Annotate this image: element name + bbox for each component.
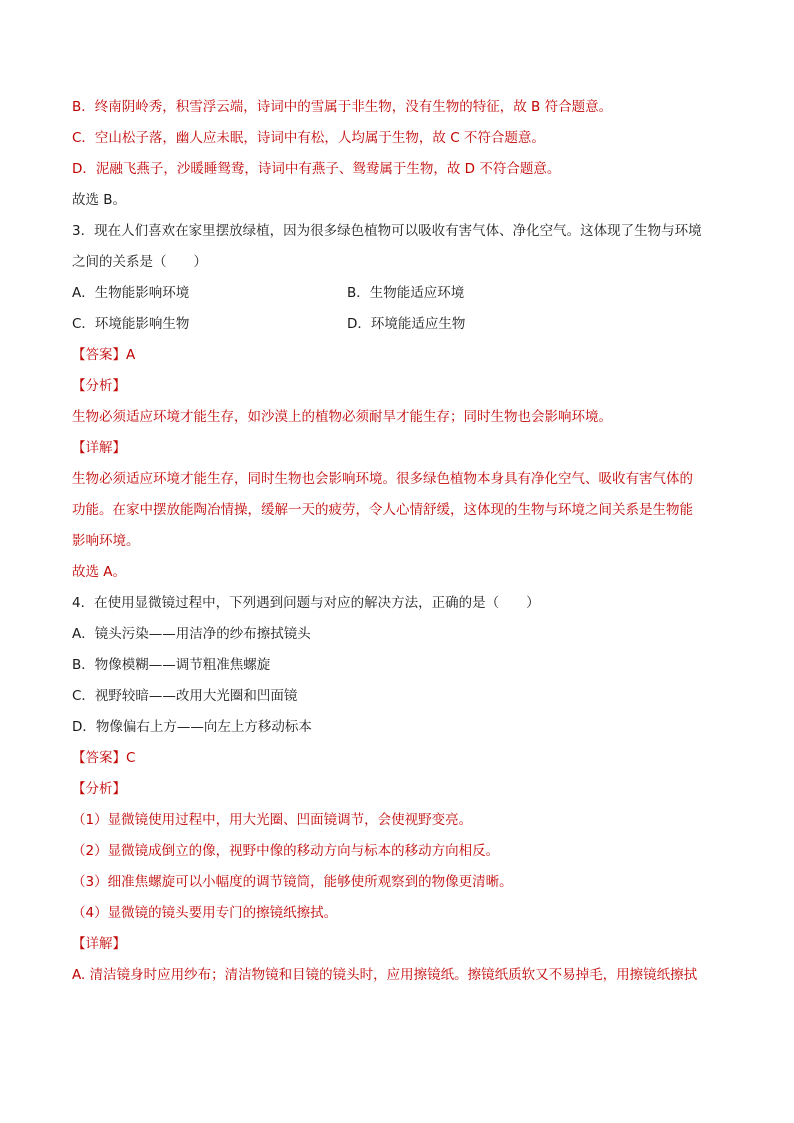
q3-option-d: D．环境能适应生物	[347, 316, 466, 332]
q3-stem-line-2: 之间的关系是（ ）	[72, 254, 207, 270]
q3-analysis-tag: 【分析】	[72, 378, 126, 394]
q4-detail-line-1: A. 清洁镜身时应用纱布；清洁物镜和目镜的镜头时，应用擦镜纸。擦镜纸质软又不易掉毛，用擦镜纸擦拭	[72, 967, 698, 983]
q4-analysis-tag: 【分析】	[72, 781, 126, 797]
q2-option-d-explanation: D．泥融飞燕子，沙暖睡鸳鸯，诗词中有燕子、鸳鸯属于生物，故 D 不符合题意。	[72, 161, 561, 177]
q3-detail-line-2: 功能。在家中摆放能陶冶情操，缓解一天的疲劳，令人心情舒缓，这体现的生物与环境之间关系是生物能	[72, 502, 693, 518]
q4-analysis-2: （2）显微镜成倒立的像，视野中像的移动方向与标本的移动方向相反。	[72, 843, 500, 859]
q4-analysis-4: （4）显微镜的镜头要用专门的擦镜纸擦拭。	[72, 905, 338, 921]
answer-value: C	[126, 750, 136, 766]
q3-option-c: C．环境能影响生物	[72, 316, 190, 332]
q3-options-row-2	[72, 313, 724, 335]
q3-answer	[72, 344, 724, 366]
q4-detail-tag: 【详解】	[72, 936, 126, 952]
q4-option-d: D．物像偏右上方——向左上方移动标本	[72, 719, 312, 735]
q3-analysis-text: 生物必须适应环境才能生存，如沙漠上的植物必须耐旱才能生存；同时生物也会影响环境。	[72, 409, 612, 425]
q4-option-a: A．镜头污染——用洁净的纱布擦拭镜头	[72, 626, 311, 642]
q3-detail-line-3: 影响环境。	[72, 533, 140, 549]
q4-analysis-1: （1）显微镜使用过程中，用大光圈、凹面镜调节，会使视野变亮。	[72, 812, 473, 828]
q4-stem: 4．在使用显微镜过程中，下列遇到问题与对应的解决方法，正确的是（ ）	[72, 595, 540, 611]
q4-option-c: C．视野较暗——改用大光圈和凹面镜	[72, 688, 298, 704]
answer-value: A	[126, 347, 136, 363]
q3-detail-line-1: 生物必须适应环境才能生存，同时生物也会影响环境。很多绿色植物本身具有净化空气、吸收有害气体的	[72, 471, 693, 487]
q4-option-b: B．物像模糊——调节粗准焦螺旋	[72, 657, 271, 673]
q4-answer	[72, 747, 724, 769]
q2-option-c-explanation: C．空山松子落，幽人应未眠，诗词中有松，人均属于生物，故 C 不符合题意。	[72, 130, 545, 146]
q4-analysis-3: （3）细准焦螺旋可以小幅度的调节镜筒，能够使所观察到的物像更清晰。	[72, 874, 513, 890]
q3-options-row-1	[72, 282, 724, 304]
document-page	[72, 96, 724, 986]
answer-tag: 【答案】	[72, 750, 126, 766]
q2-option-b-explanation: B．终南阴岭秀，积雪浮云端，诗词中的雪属于非生物，没有生物的特征，故 B 符合题意。	[72, 99, 613, 115]
q3-option-b: B．生物能适应环境	[347, 285, 465, 301]
answer-tag: 【答案】	[72, 347, 126, 363]
q3-stem-line-1: 3．现在人们喜欢在家里摆放绿植，因为很多绿色植物可以吸收有害气体、净化空气。这体现了生物与环境	[72, 223, 702, 239]
q3-detail-tag: 【详解】	[72, 440, 126, 456]
q3-conclusion: 故选 A。	[72, 564, 127, 580]
q3-option-a: A．生物能影响环境	[72, 285, 190, 301]
q2-conclusion: 故选 B。	[72, 192, 127, 208]
